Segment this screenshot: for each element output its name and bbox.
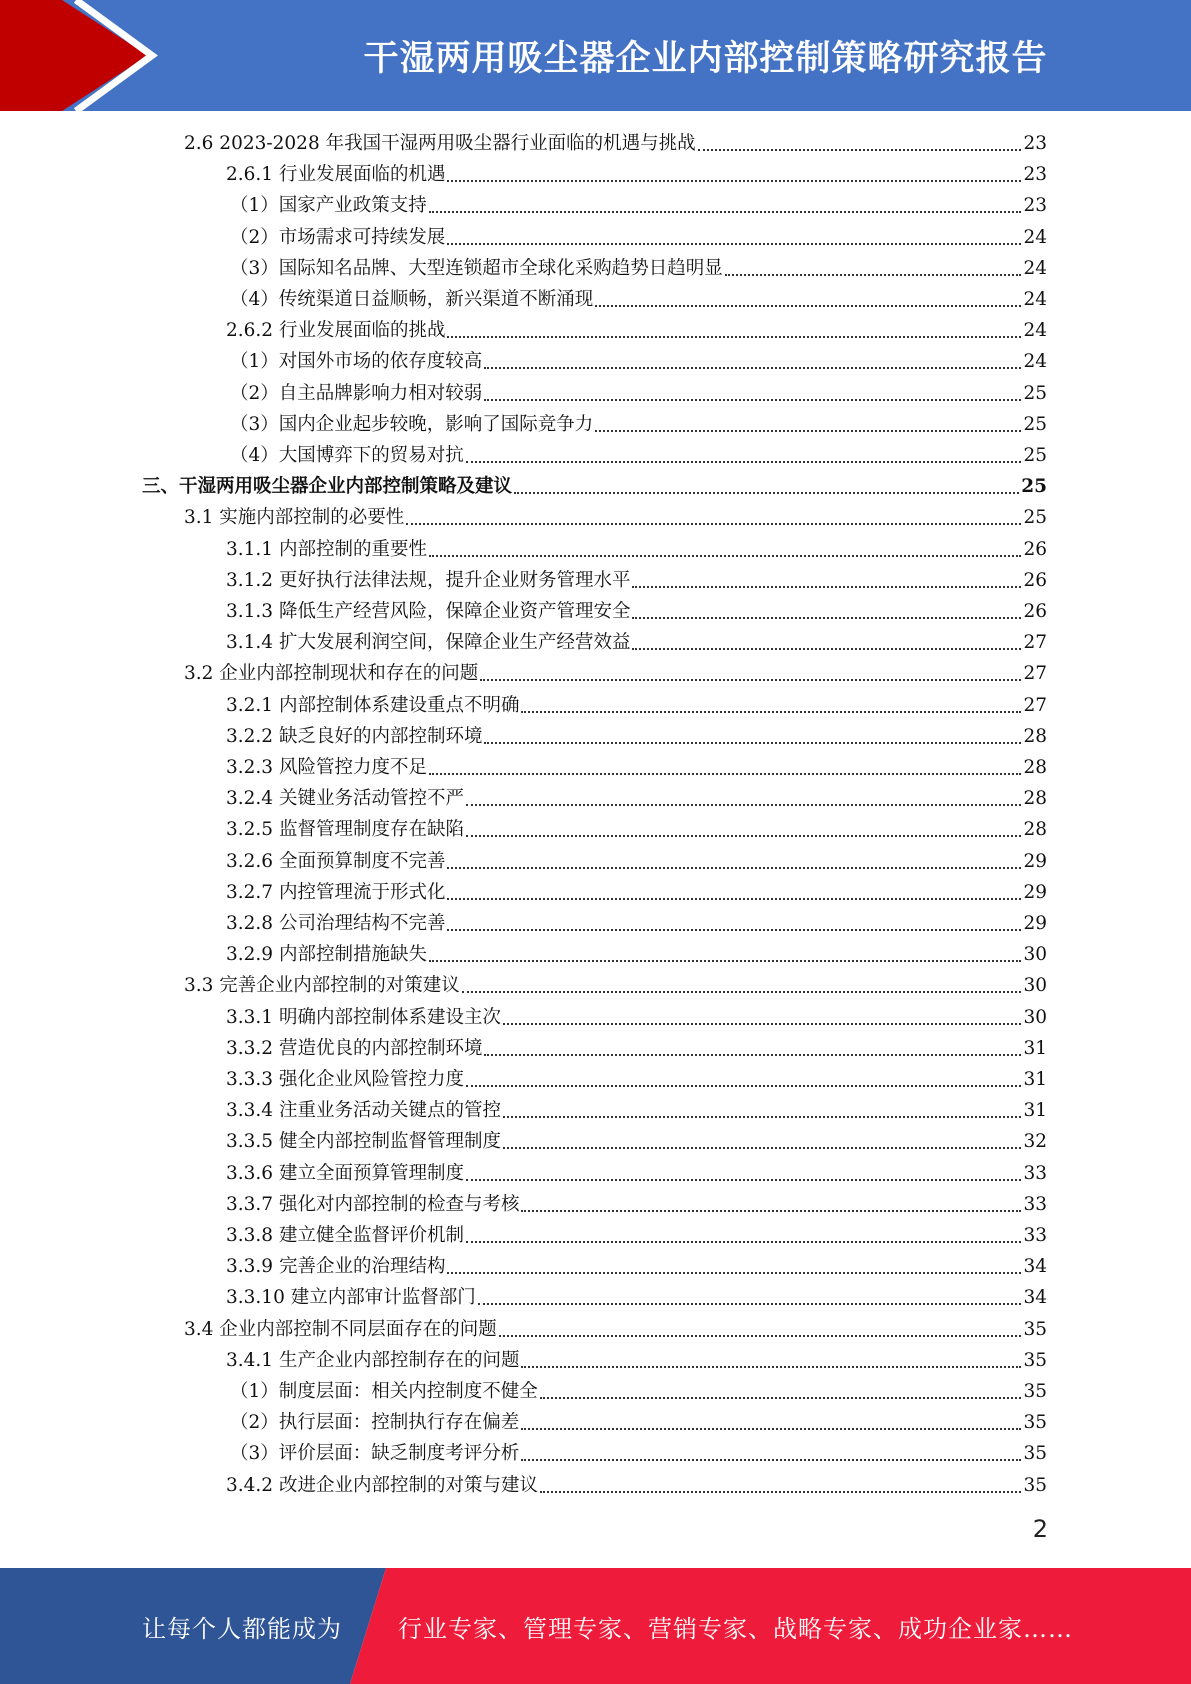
- toc-entry[interactable]: [230, 284, 1047, 315]
- toc-entry-title: （2）市场需求可持续发展: [230, 226, 446, 248]
- toc-entry-title: （3）国内企业起步较晚，影响了国际竞争力: [230, 413, 594, 435]
- toc-dot-leader: [406, 523, 1021, 525]
- toc-dot-leader: [521, 711, 1021, 713]
- toc-entry-page: 28: [1023, 819, 1047, 841]
- toc-entry[interactable]: [226, 877, 1047, 908]
- toc-entry-title: 3.3.4 注重业务活动关键点的管控: [226, 1100, 501, 1122]
- toc-entry-title: （1）制度层面：相关内控制度不健全: [230, 1381, 538, 1402]
- toc-dot-leader: [632, 586, 1021, 588]
- header-arrow-decoration: [0, 0, 170, 111]
- toc-entry-page: 27: [1023, 663, 1047, 685]
- toc-entry-page: 30: [1023, 944, 1047, 966]
- toc-dot-leader: [484, 1054, 1021, 1056]
- toc-entry-title: 3.2.8 公司治理结构不完善: [226, 913, 446, 934]
- toc-entry-title: 3.3.3 强化企业风险管控力度: [226, 1069, 464, 1090]
- toc-entry[interactable]: [226, 1095, 1047, 1126]
- toc-entry-title: 3.2.9 内部控制措施缺失: [226, 944, 427, 966]
- toc-entry-title: 3.2.6 全面预算制度不完善: [226, 850, 446, 872]
- toc-entry-title: 3.1.4 扩大发展利润空间，保障企业生产经营效益: [226, 632, 631, 654]
- toc-dot-leader: [466, 1241, 1021, 1243]
- toc-entry-page: 29: [1023, 881, 1047, 903]
- toc-entry-page: 24: [1023, 289, 1047, 310]
- toc-entry-page: 33: [1023, 1225, 1047, 1246]
- toc-entry[interactable]: [226, 596, 1047, 627]
- toc-entry-page: 26: [1023, 601, 1047, 622]
- toc-entry[interactable]: [230, 253, 1047, 284]
- toc-dot-leader: [447, 336, 1021, 338]
- toc-entry-title: 三、干湿两用吸尘器企业内部控制策略及建议: [142, 476, 513, 498]
- toc-entry[interactable]: [226, 1345, 1047, 1376]
- toc-entry[interactable]: [142, 471, 1047, 502]
- toc-entry-title: 2.6.2 行业发展面临的挑战: [226, 320, 446, 342]
- toc-entry[interactable]: [226, 1002, 1047, 1033]
- toc-entry[interactable]: [230, 378, 1047, 409]
- toc-entry[interactable]: [226, 690, 1047, 721]
- toc-dot-leader: [429, 773, 1021, 775]
- toc-entry-title: 3.4.2 改进企业内部控制的对策与建议: [226, 1474, 538, 1496]
- toc-entry-page: 24: [1023, 257, 1047, 279]
- toc-entry[interactable]: [226, 315, 1047, 346]
- toc-entry-title: （4）大国博弈下的贸易对抗: [230, 445, 464, 466]
- toc-entry-page: 31: [1023, 1069, 1047, 1090]
- toc-entry-title: 3.4.1 生产企业内部控制存在的问题: [226, 1349, 520, 1371]
- toc-dot-leader: [466, 1179, 1021, 1181]
- toc-dot-leader: [725, 274, 1022, 276]
- toc-dot-leader: [499, 1335, 1022, 1337]
- toc-entry-page: 34: [1023, 1256, 1047, 1278]
- toc-dot-leader: [447, 929, 1021, 931]
- toc-entry-page: 29: [1023, 913, 1047, 934]
- toc-dot-leader: [466, 1085, 1021, 1087]
- toc-entry-page: 25: [1023, 382, 1047, 404]
- toc-entry[interactable]: [226, 1064, 1047, 1095]
- toc-dot-leader: [514, 492, 1019, 494]
- toc-entry-title: 3.3.5 健全内部控制监督管理制度: [226, 1131, 501, 1153]
- toc-entry[interactable]: [226, 1033, 1047, 1064]
- toc-entry[interactable]: [226, 1189, 1047, 1220]
- toc-entry[interactable]: [226, 627, 1047, 658]
- toc-entry-title: 3.2.7 内控管理流于形式化: [226, 881, 446, 903]
- toc-dot-leader: [447, 898, 1021, 900]
- toc-entry[interactable]: [184, 128, 1047, 159]
- toc-dot-leader: [484, 399, 1021, 401]
- toc-entry[interactable]: [226, 1470, 1047, 1501]
- toc-dot-leader: [521, 1210, 1021, 1212]
- toc-entry-title: 3.2.1 内部控制体系建设重点不明确: [226, 694, 520, 716]
- toc-entry[interactable]: [184, 1314, 1047, 1345]
- toc-dot-leader: [503, 1023, 1021, 1025]
- toc-entry-title: 3.2.4 关键业务活动管控不严: [226, 788, 464, 810]
- toc-entry-title: （1）对国外市场的依存度较高: [230, 351, 483, 373]
- toc-entry-page: 24: [1023, 351, 1047, 373]
- toc-dot-leader: [484, 742, 1021, 744]
- toc-entry-page: 35: [1023, 1412, 1047, 1434]
- toc-dot-leader: [466, 461, 1022, 463]
- toc-dot-leader: [595, 430, 1021, 432]
- toc-entry-title: （2）执行层面：控制执行存在偏差: [230, 1412, 520, 1434]
- toc-entry-page: 25: [1023, 507, 1047, 529]
- toc-entry[interactable]: [230, 222, 1047, 253]
- toc-entry-page: 24: [1023, 320, 1047, 342]
- page-footer: [0, 1568, 1191, 1684]
- toc-entry[interactable]: [230, 409, 1047, 440]
- toc-entry-title: 3.3.7 强化对内部控制的检查与考核: [226, 1193, 520, 1215]
- toc-entry[interactable]: [184, 970, 1047, 1001]
- toc-entry-title: 3.3.2 营造优良的内部控制环境: [226, 1037, 483, 1059]
- toc-entry-title: （2）自主品牌影响力相对较弱: [230, 382, 483, 404]
- toc-entry-title: （3）评价层面：缺乏制度考评分析: [230, 1443, 520, 1465]
- toc-entry-page: 34: [1023, 1287, 1047, 1309]
- toc-entry-title: 3.3.10 建立内部审计监督部门: [226, 1287, 476, 1309]
- toc-entry-title: （4）传统渠道日益顺畅，新兴渠道不断涌现: [230, 289, 594, 310]
- toc-entry[interactable]: [226, 783, 1047, 814]
- footer-slogan-right: 行业专家、管理专家、营销专家、战略专家、成功企业家……: [398, 1614, 1073, 1643]
- toc-entry-page: 26: [1023, 538, 1047, 560]
- toc-dot-leader: [462, 991, 1022, 993]
- toc-entry-page: 31: [1023, 1037, 1047, 1059]
- toc-entry-title: 3.2.5 监督管理制度存在缺陷: [226, 819, 464, 841]
- toc-entry-page: 35: [1023, 1349, 1047, 1371]
- toc-entry-page: 28: [1023, 757, 1047, 778]
- toc-entry-title: 2.6.1 行业发展面临的机遇: [226, 164, 446, 186]
- toc-entry-title: 3.1.2 更好执行法律法规，提升企业财务管理水平: [226, 569, 631, 591]
- toc-entry[interactable]: [184, 502, 1047, 533]
- toc-entry[interactable]: [226, 721, 1047, 752]
- toc-entry-title: 3.1.3 降低生产经营风险，保障企业资产管理安全: [226, 601, 631, 622]
- toc-entry-title: 3.1.1 内部控制的重要性: [226, 538, 427, 560]
- toc-entry-title: 3.3.6 建立全面预算管理制度: [226, 1162, 464, 1184]
- toc-entry-page: 27: [1023, 694, 1047, 716]
- toc-entry-page: 31: [1023, 1100, 1047, 1122]
- toc-dot-leader: [429, 555, 1021, 557]
- toc-entry[interactable]: [184, 658, 1047, 689]
- toc-dot-leader: [521, 1428, 1021, 1430]
- toc-dot-leader: [632, 617, 1021, 619]
- toc-entry-page: 35: [1023, 1318, 1047, 1340]
- toc-entry-title: 3.4 企业内部控制不同层面存在的问题: [184, 1318, 497, 1340]
- toc-entry-title: 3.3.9 完善企业的治理结构: [226, 1256, 446, 1278]
- toc-dot-leader: [521, 1366, 1021, 1368]
- toc-entry[interactable]: [226, 565, 1047, 596]
- toc-entry-page: 30: [1023, 975, 1047, 997]
- toc-entry[interactable]: [226, 1158, 1047, 1189]
- toc-entry[interactable]: [226, 534, 1047, 565]
- toc-dot-leader: [429, 960, 1021, 962]
- footer-slogan-left: 让每个人都能成为: [142, 1614, 342, 1643]
- toc-dot-leader: [540, 1491, 1021, 1493]
- toc-entry-title: （3）国际知名品牌、大型连锁超市全球化采购趋势日趋明显: [230, 257, 723, 279]
- toc-dot-leader: [447, 867, 1021, 869]
- toc-entry[interactable]: [226, 1126, 1047, 1157]
- toc-entry[interactable]: [226, 1282, 1047, 1313]
- toc-entry[interactable]: [226, 846, 1047, 877]
- toc-entry-page: 30: [1023, 1006, 1047, 1028]
- toc-dot-leader: [480, 679, 1021, 681]
- toc-dot-leader: [540, 1397, 1022, 1399]
- toc-entry-title: 3.1 实施内部控制的必要性: [184, 507, 405, 529]
- toc-dot-leader: [466, 835, 1021, 837]
- toc-entry-title: 3.2.2 缺乏良好的内部控制环境: [226, 725, 483, 747]
- toc-entry[interactable]: [230, 1407, 1047, 1438]
- page-number: 2: [1032, 1515, 1048, 1543]
- toc-entry[interactable]: [226, 159, 1047, 190]
- toc-dot-leader: [484, 367, 1021, 369]
- toc-dot-leader: [632, 648, 1021, 650]
- toc-entry[interactable]: [226, 939, 1047, 970]
- toc-entry[interactable]: [226, 1220, 1047, 1251]
- toc-entry-page: 33: [1023, 1193, 1047, 1215]
- toc-entry-page: 29: [1023, 850, 1047, 872]
- toc-dot-leader: [447, 180, 1021, 182]
- toc-entry-page: 25: [1023, 413, 1047, 435]
- toc-entry[interactable]: [226, 752, 1047, 783]
- toc-entry-page: 26: [1023, 569, 1047, 591]
- toc-entry-title: 2.6 2023-2028 年我国干湿两用吸尘器行业面临的机遇与挑战: [184, 133, 696, 154]
- toc-entry-page: 35: [1023, 1474, 1047, 1496]
- page-header: [0, 0, 1191, 111]
- toc-entry[interactable]: [230, 1438, 1047, 1469]
- toc-entry-page: 35: [1023, 1381, 1047, 1402]
- toc-entry-page: 25: [1023, 445, 1047, 466]
- toc-dot-leader: [503, 1116, 1021, 1118]
- toc-entry-page: 24: [1023, 226, 1047, 248]
- toc-dot-leader: [466, 804, 1021, 806]
- toc-dot-leader: [478, 1303, 1022, 1305]
- report-title: 干湿两用吸尘器企业内部控制策略研究报告: [363, 38, 1048, 79]
- toc-entry[interactable]: [226, 814, 1047, 845]
- toc-entry-title: 3.3 完善企业内部控制的对策建议: [184, 975, 460, 997]
- toc-entry-title: （1）国家产业政策支持: [230, 195, 427, 217]
- toc-entry-page: 25: [1021, 476, 1047, 498]
- toc-entry[interactable]: [230, 190, 1047, 221]
- toc-entry-page: 23: [1023, 133, 1047, 154]
- toc-entry-title: 3.3.1 明确内部控制体系建设主次: [226, 1006, 501, 1028]
- toc-entry-page: 23: [1023, 195, 1047, 217]
- toc-dot-leader: [595, 305, 1021, 307]
- toc-entry[interactable]: [230, 440, 1047, 471]
- toc-entry-title: 3.2 企业内部控制现状和存在的问题: [184, 663, 479, 685]
- toc-entry[interactable]: [230, 1376, 1047, 1407]
- toc-dot-leader: [698, 149, 1022, 151]
- toc-entry-page: 28: [1023, 725, 1047, 747]
- toc-dot-leader: [429, 211, 1022, 213]
- toc-entry-page: 28: [1023, 788, 1047, 810]
- toc-dot-leader: [447, 1272, 1021, 1274]
- toc-dot-leader: [521, 1459, 1021, 1461]
- toc-entry-page: 27: [1023, 632, 1047, 654]
- toc-entry-page: 32: [1023, 1131, 1047, 1153]
- toc-dot-leader: [447, 243, 1021, 245]
- toc-entry-title: 3.2.3 风险管控力度不足: [226, 757, 427, 778]
- toc-dot-leader: [503, 1147, 1021, 1149]
- toc-entry-title: 3.3.8 建立健全监督评价机制: [226, 1225, 464, 1246]
- toc-entry-page: 35: [1023, 1443, 1047, 1465]
- toc-entry[interactable]: [230, 346, 1047, 377]
- toc-entry-page: 23: [1023, 164, 1047, 186]
- toc-entry[interactable]: [226, 1251, 1047, 1282]
- toc-entry-page: 33: [1023, 1162, 1047, 1184]
- toc-entry[interactable]: [226, 908, 1047, 939]
